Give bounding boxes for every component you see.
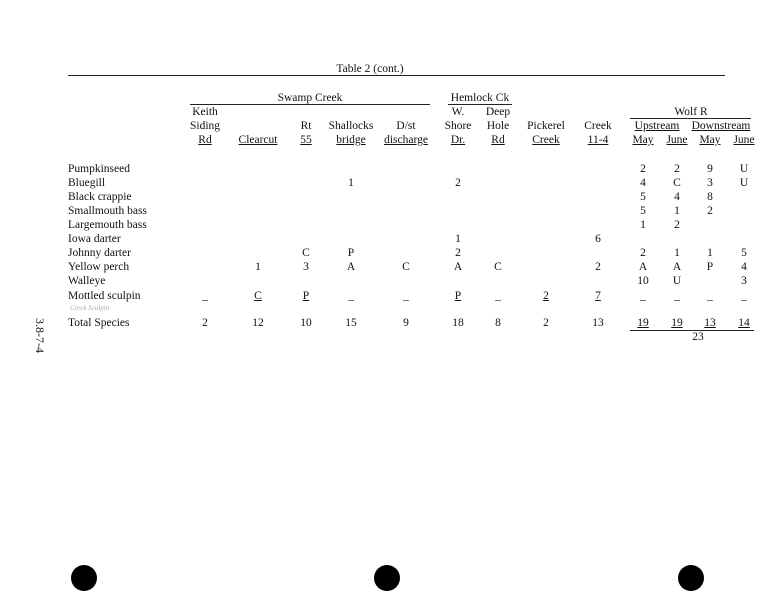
data-cell: A: [638, 261, 648, 273]
species-label: Pumpkinseed: [68, 163, 130, 175]
data-cell: 2: [640, 163, 646, 175]
total-cell: 14: [738, 317, 750, 329]
column-header-9-l3: 11-4: [587, 134, 609, 146]
data-cell: 4: [640, 177, 646, 189]
data-cell: _: [348, 290, 354, 302]
species-label: Smallmouth bass: [68, 205, 147, 217]
data-cell: C: [673, 177, 681, 189]
data-cell: C: [302, 247, 310, 259]
total-cell: 9: [403, 317, 409, 329]
data-cell: P: [302, 290, 310, 302]
data-cell: C: [254, 290, 262, 302]
swamp-creek-rule: [190, 104, 430, 105]
data-cell: 3: [741, 275, 747, 287]
data-cell: 2: [707, 205, 713, 217]
data-cell: P: [706, 261, 714, 273]
column-header-7-l2: Hole: [486, 120, 510, 132]
column-header-3-l2: Rt: [300, 120, 312, 132]
species-label: Black crappie: [68, 191, 132, 203]
data-cell: 1: [674, 247, 680, 259]
data-cell: 2: [455, 247, 461, 259]
column-header-5-l3: discharge: [384, 134, 428, 146]
data-cell: 1: [640, 219, 646, 231]
data-cell: 8: [707, 191, 713, 203]
data-cell: 9: [707, 163, 713, 175]
species-label: Iowa darter: [68, 233, 121, 245]
data-cell: _: [741, 290, 747, 302]
data-cell: 2: [595, 261, 601, 273]
data-cell: P: [454, 290, 462, 302]
wolf-total: 23: [692, 331, 704, 343]
binder-hole-right: [678, 565, 704, 591]
data-cell: 1: [707, 247, 713, 259]
data-cell: 2: [543, 290, 549, 302]
data-cell: _: [707, 290, 713, 302]
group-wolf-r: Wolf R: [674, 106, 708, 118]
data-cell: A: [672, 261, 682, 273]
hemlock-ck-rule: [448, 104, 512, 105]
column-header-12-l3: May: [699, 134, 721, 146]
column-header-4-l2: Shallocks: [328, 120, 374, 132]
data-cell: C: [494, 261, 502, 273]
total-species-label: Total Species: [68, 317, 130, 329]
data-cell: U: [739, 163, 749, 175]
total-cell: 19: [671, 317, 683, 329]
column-header-10-l3: May: [632, 134, 654, 146]
column-header-7-l1: Deep: [485, 106, 511, 118]
species-label: Yellow perch: [68, 261, 130, 273]
species-label: Bluegill: [68, 177, 106, 189]
data-cell: 5: [640, 191, 646, 203]
data-cell: U: [672, 275, 682, 287]
data-cell: A: [453, 261, 463, 273]
column-header-4-l3: bridge: [336, 134, 366, 146]
data-cell: _: [674, 290, 680, 302]
total-cell: 10: [300, 317, 312, 329]
data-cell: _: [202, 290, 208, 302]
binder-hole-left: [71, 565, 97, 591]
group-hemlock-ck: Hemlock Ck: [450, 92, 510, 104]
data-cell: P: [347, 247, 355, 259]
group-downstream: Downstream: [691, 120, 751, 132]
data-cell: 5: [741, 247, 747, 259]
data-cell: 6: [595, 233, 601, 245]
column-header-1-l1: Keith: [192, 106, 218, 118]
data-cell: U: [739, 177, 749, 189]
column-header-5-l2: D/st: [396, 120, 416, 132]
column-header-6-l2: Shore: [444, 120, 472, 132]
species-label: Mottled sculpin: [68, 290, 141, 302]
column-header-3-l3: 55: [300, 134, 312, 146]
data-cell: 10: [637, 275, 649, 287]
wolf-r-rule: [630, 118, 751, 119]
margin-page-note: 3.8-7-4: [33, 318, 47, 353]
data-cell: 1: [674, 205, 680, 217]
data-cell: 2: [674, 219, 680, 231]
total-cell: 12: [252, 317, 264, 329]
column-header-11-l3: June: [666, 134, 688, 146]
column-header-6-l3: Dr.: [450, 134, 466, 146]
column-header-1-l3: Rd: [198, 134, 212, 146]
total-cell: 2: [202, 317, 208, 329]
total-cell: 8: [495, 317, 501, 329]
data-cell: 4: [741, 261, 747, 273]
column-header-6-l1: W.: [451, 106, 465, 118]
data-cell: 5: [640, 205, 646, 217]
total-cell: 13: [592, 317, 604, 329]
column-header-2-l3: Clearcut: [238, 134, 278, 146]
column-header-9-l2: Creek: [584, 120, 612, 132]
data-cell: 1: [348, 177, 354, 189]
data-cell: _: [403, 290, 409, 302]
faint-note: Creek Sculpin: [70, 304, 110, 312]
total-cell: 18: [452, 317, 464, 329]
group-swamp-creek: Swamp Creek: [277, 92, 343, 104]
column-header-8-l2: Pickerel: [527, 120, 565, 132]
top-rule: [68, 75, 725, 76]
total-cell: 19: [637, 317, 649, 329]
species-label: Largemouth bass: [68, 219, 147, 231]
data-cell: C: [402, 261, 410, 273]
data-cell: _: [495, 290, 501, 302]
data-cell: _: [640, 290, 646, 302]
data-cell: 2: [674, 163, 680, 175]
total-cell: 15: [345, 317, 357, 329]
total-cell: 13: [704, 317, 716, 329]
data-cell: 1: [255, 261, 261, 273]
column-header-13-l3: June: [733, 134, 755, 146]
column-header-7-l3: Rd: [491, 134, 505, 146]
data-cell: 7: [595, 290, 601, 302]
species-label: Johnny darter: [68, 247, 131, 259]
table-title: Table 2 (cont.): [336, 63, 404, 75]
data-cell: A: [346, 261, 356, 273]
data-cell: 3: [707, 177, 713, 189]
total-cell: 2: [543, 317, 549, 329]
species-label: Walleye: [68, 275, 106, 287]
column-header-1-l2: Siding: [189, 120, 221, 132]
column-header-8-l3: Creek: [532, 134, 560, 146]
binder-hole-center: [374, 565, 400, 591]
data-cell: 2: [640, 247, 646, 259]
data-cell: 2: [455, 177, 461, 189]
data-cell: 3: [303, 261, 309, 273]
group-upstream: Upstream: [634, 120, 680, 132]
data-cell: 4: [674, 191, 680, 203]
data-cell: 1: [455, 233, 461, 245]
